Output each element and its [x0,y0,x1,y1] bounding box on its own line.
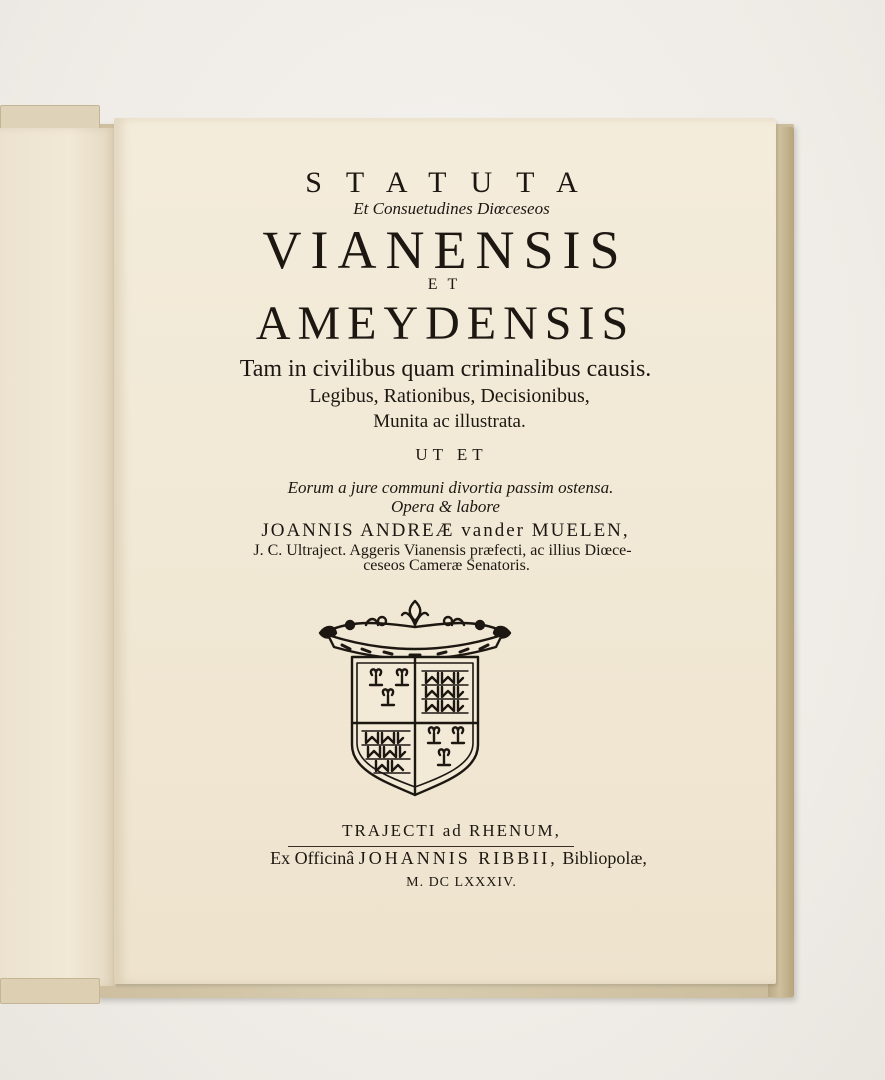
title-statuta: STATUTA [305,166,602,199]
subtitle-consuetudines: Et Consuetudines Diœceseos [353,199,550,218]
title-vianensis: VIANENSIS [262,220,629,280]
imprint-suffix: Bibliopolæ, [562,848,647,868]
imprint-prefix: Ex Officinâ [270,848,355,868]
subtitle-eorum: Eorum a jure communi divortia passim ostensa. [287,478,614,497]
flyleaf-tab-bottom [0,978,100,1004]
subtitle-opera: Opera & labore [391,497,500,516]
author-name: JOANNIS ANDREÆ vander MUELEN, [261,520,630,541]
subtitle-tam: Tam in civilibus quam criminalibus causis. [239,356,652,382]
imprint-rule [288,846,574,847]
imprint-printer-line [0,848,885,869]
coat-of-arms-icon [314,595,516,800]
subtitle-ut-et: UT ET [415,445,488,464]
imprint-printer: JOHANNIS RIBBII, [358,848,558,868]
title-ameydensis: AMEYDENSIS [255,297,636,350]
author-title-line-1: J. C. Ultraject. Aggeris Vianensis præfecti, ac illius Diœce- [253,542,632,559]
title-et: ET [427,276,468,293]
subtitle-legibus: Legibus, Rationibus, Decisionibus, [309,385,590,407]
imprint-place: TRAJECTI ad RHENUM, [342,821,561,840]
subtitle-munita: Munita ac illustrata. [373,411,526,432]
imprint-date: M. DC LXXXIV. [406,875,517,890]
author-title-line-2: ceseos Cameræ Senatoris. [363,557,530,574]
